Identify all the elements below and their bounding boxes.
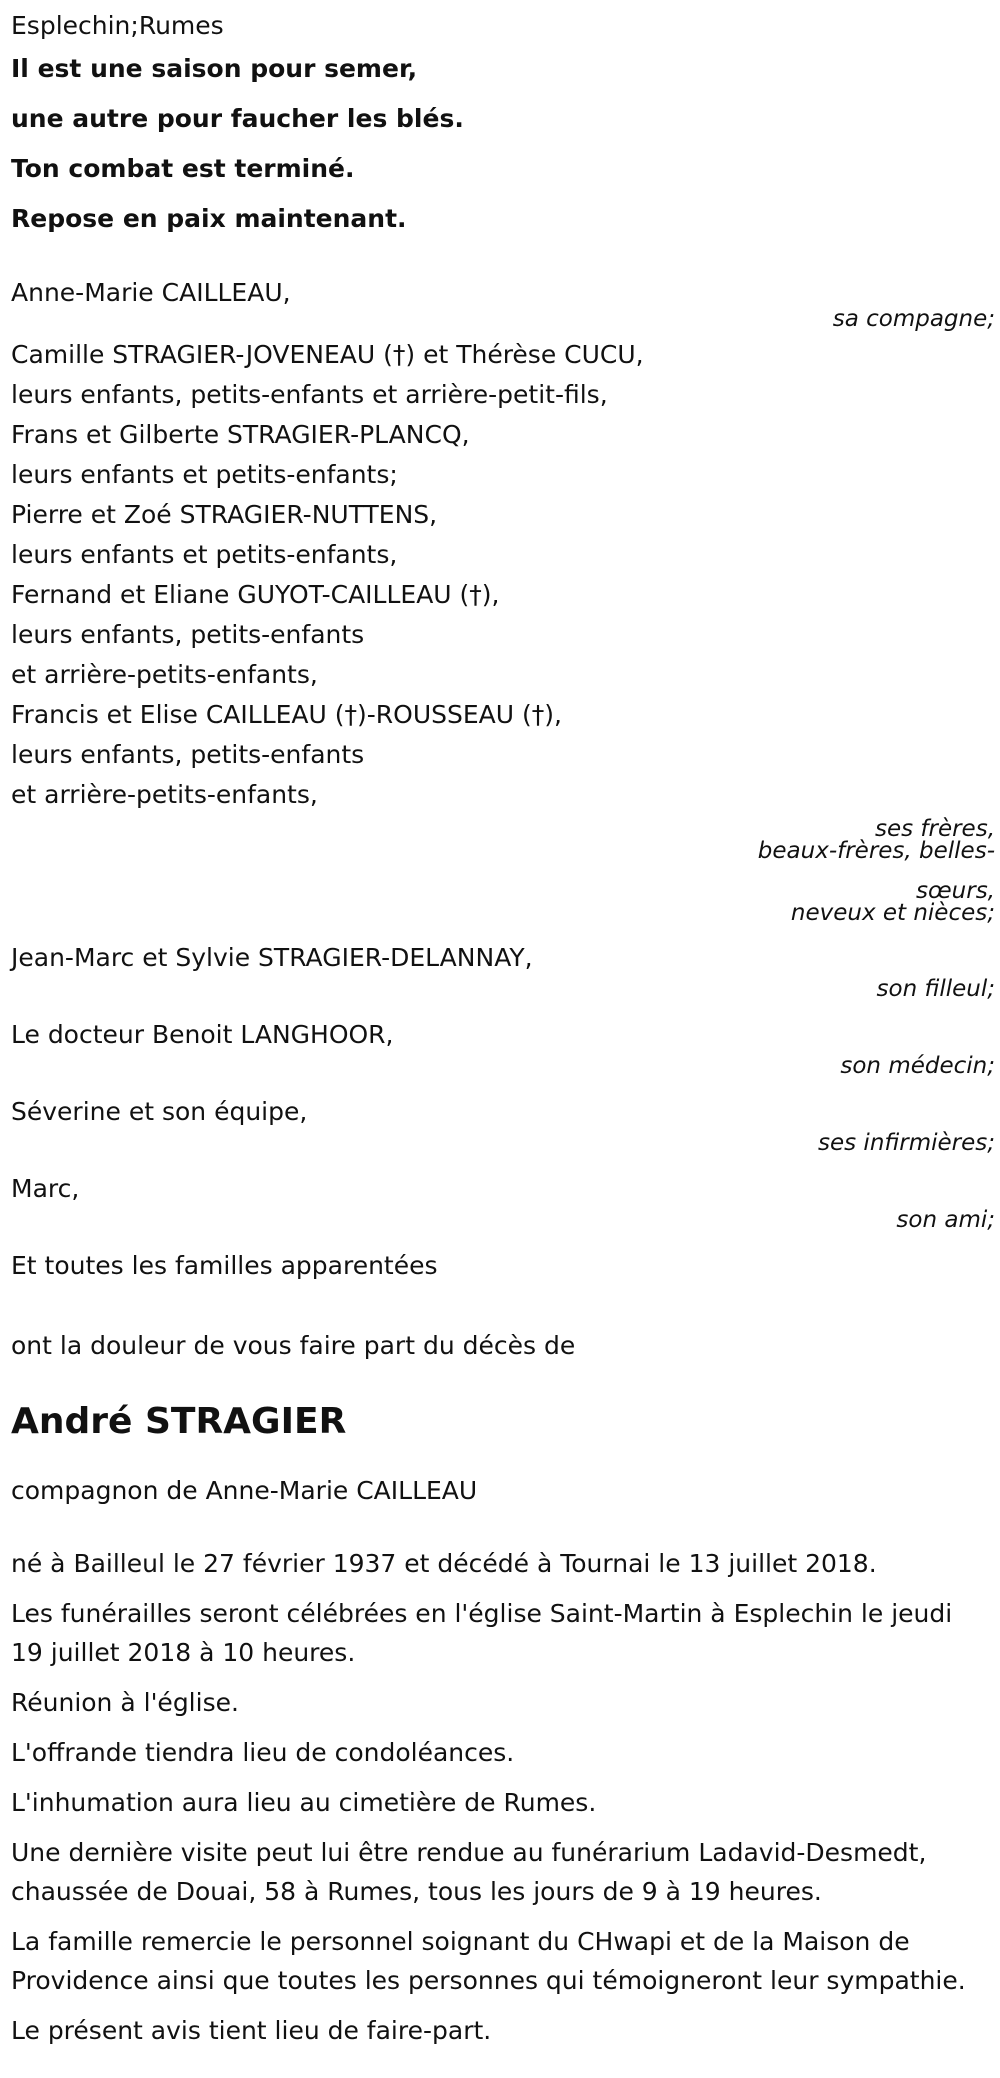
siblings-role	[11, 818, 995, 924]
detail-paragraph: né à Bailleul le 27 février 1937 et décédé à Tournai le 13 juillet 2018.	[11, 1549, 877, 1578]
sibling-line: leurs enfants, petits-enfants et arrière-petit-fils,	[11, 380, 608, 409]
siblings-role-line: sœurs,	[916, 878, 995, 904]
sibling-line: Fernand et Eliane GUYOT-CAILLEAU (†),	[11, 580, 500, 609]
godson-name: Jean-Marc et Sylvie STRAGIER-DELANNAY,	[11, 943, 533, 972]
detail-paragraph: L'inhumation aura lieu au cimetière de Rumes.	[11, 1788, 597, 1817]
family-entry-partner	[11, 273, 995, 330]
obituary-notice	[11, 0, 995, 2061]
funeral-details	[11, 1544, 995, 2050]
place-header: Esplechin;Rumes	[11, 11, 224, 40]
siblings-role-line: neveux et nièces;	[790, 900, 995, 926]
deceased-name: André STRAGIER	[11, 1401, 347, 1442]
siblings-lines	[11, 335, 995, 815]
siblings-role-line: ses frères,	[874, 816, 995, 842]
poem-line: Ton combat est terminé.	[11, 154, 355, 183]
sibling-line: Pierre et Zoé STRAGIER-NUTTENS,	[11, 500, 438, 529]
sibling-line: leurs enfants, petits-enfants	[11, 740, 365, 769]
poem	[11, 44, 995, 244]
detail-paragraph: Les funérailles seront célébrées en l'église Saint-Martin à Esplechin le jeudi 19 juillet 2018 à 10 heures.	[11, 1599, 953, 1667]
announcement-intro: ont la douleur de vous faire part du décès de	[11, 1331, 576, 1360]
godson-role: son filleul;	[876, 976, 995, 1002]
sibling-line: Camille STRAGIER-JOVENEAU (†) et Thérèse CUCU,	[11, 340, 644, 369]
detail-paragraph: La famille remercie le personnel soignant du CHwapi et de la Maison de Providence ainsi que toutes les personnes qui témoigneront leur sympathie.	[11, 1927, 966, 1995]
family-entry-doctor	[11, 1015, 995, 1077]
sibling-line: leurs enfants, petits-enfants	[11, 620, 365, 649]
sibling-line: leurs enfants et petits-enfants,	[11, 540, 398, 569]
detail-paragraph: Réunion à l'église.	[11, 1688, 239, 1717]
friend-role: son ami;	[896, 1207, 995, 1233]
family-entry-nurses	[11, 1092, 995, 1154]
doctor-name: Le docteur Benoit LANGHOOR,	[11, 1020, 394, 1049]
friend-name: Marc,	[11, 1174, 80, 1203]
detail-paragraph: L'offrande tiendra lieu de condoléances.	[11, 1738, 515, 1767]
family-list	[11, 273, 995, 1286]
sibling-line: Frans et Gilberte STRAGIER-PLANCQ,	[11, 420, 470, 449]
detail-paragraph: Le présent avis tient lieu de faire-part.	[11, 2016, 492, 2045]
family-entry-godson	[11, 938, 995, 1000]
sibling-line: Francis et Elise CAILLEAU (†)-ROUSSEAU (†),	[11, 700, 562, 729]
partner-role: sa compagne;	[832, 306, 995, 332]
sibling-line: et arrière-petits-enfants,	[11, 660, 318, 689]
nurses-name: Séverine et son équipe,	[11, 1097, 308, 1126]
family-entry-friend	[11, 1169, 995, 1231]
sibling-line: et arrière-petits-enfants,	[11, 780, 318, 809]
poem-line: Il est une saison pour semer,	[11, 54, 418, 83]
siblings-role-line: beaux-frères, belles-	[757, 838, 995, 864]
doctor-role: son médecin;	[840, 1053, 995, 1079]
poem-line: une autre pour faucher les blés.	[11, 104, 464, 133]
partner-name: Anne-Marie CAILLEAU,	[11, 278, 291, 307]
poem-line: Repose en paix maintenant.	[11, 204, 407, 233]
family-closing: Et toutes les familles apparentées	[11, 1251, 438, 1280]
nurses-role: ses infirmières;	[818, 1130, 995, 1156]
deceased-companion: compagnon de Anne-Marie CAILLEAU	[11, 1476, 478, 1505]
sibling-line: leurs enfants et petits-enfants;	[11, 460, 398, 489]
family-entry-siblings	[11, 335, 995, 924]
detail-paragraph: Une dernière visite peut lui être rendue au funérarium Ladavid-Desmedt, chaussée de Douai, 58 à Rumes, tous les jours de 9 à 19 heures.	[11, 1838, 927, 1906]
